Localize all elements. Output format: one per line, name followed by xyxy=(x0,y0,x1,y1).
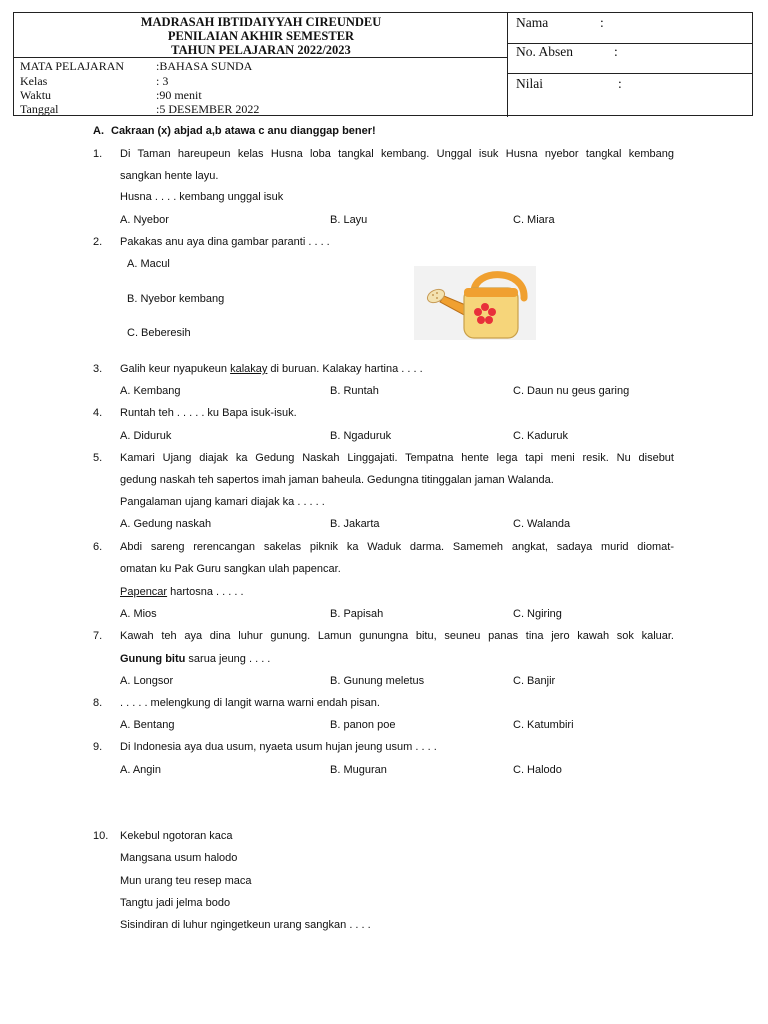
watering-can-image xyxy=(414,266,536,340)
question-text: Gunung bitu sarua jeung . . . . xyxy=(120,653,271,665)
question-text: Di Indonesia aya dua usum, nyaeta usum hujan jeung usum . . . . xyxy=(120,741,437,753)
option-a[interactable]: A. Kembang xyxy=(120,385,181,397)
option-c[interactable]: C. Kaduruk xyxy=(513,430,569,442)
question-number: 6. xyxy=(93,541,103,553)
student-fields xyxy=(508,13,752,117)
question-text: . . . . . melengkung di langit warna warni endah pisan. xyxy=(120,697,380,709)
option-c[interactable]: C. Banjir xyxy=(513,675,556,687)
section-letter: A. xyxy=(93,125,104,137)
question-text: Husna . . . . kembang unggal isuk xyxy=(120,191,284,203)
question-number: 10. xyxy=(93,830,109,842)
option-b[interactable]: B. Papisah xyxy=(330,608,384,620)
option-c[interactable]: C. Halodo xyxy=(513,764,562,776)
question-text: gedung naskah teh sapertos imah jaman baheula. Gedungna titinggalan jaman Walanda. xyxy=(120,474,554,486)
option-c[interactable]: C. Walanda xyxy=(513,518,571,530)
question-text: Galih keur nyapukeun kalakay di buruan. Kalakay hartina . . . . xyxy=(120,363,423,375)
question-text: omatan ku Pak Guru sangkan ulah papencar. xyxy=(120,563,341,575)
option-a[interactable]: A. Longsor xyxy=(120,675,174,687)
question-text: Pangalaman ujang kamari diajak ka . . . . . xyxy=(120,496,325,508)
question-number: 5. xyxy=(93,452,103,464)
question-text: sangkan hente layu. xyxy=(120,170,219,182)
school-name: MADRASAH IBTIDAIYYAH CIREUNDEU xyxy=(140,15,382,29)
option-b[interactable]: B. Layu xyxy=(330,214,368,226)
absen-field[interactable]: No. Absen : xyxy=(508,44,752,74)
option-b[interactable]: B. Muguran xyxy=(330,764,387,776)
exam-header xyxy=(13,12,753,116)
score-field[interactable]: Nilai : xyxy=(516,76,622,91)
question-number: 9. xyxy=(93,741,103,753)
option-c[interactable]: C. Ngiring xyxy=(513,608,562,620)
option-c[interactable]: C. Katumbiri xyxy=(513,719,574,731)
option-a[interactable]: A. Macul xyxy=(127,258,170,270)
school-info-block: MADRASAH IBTIDAIYYAH CIREUNDEU PENILAIAN AKHIR SEMESTER TAHUN PELAJARAN 2022/2023 MATA PELAJARAN :BAHASA SUNDA Kelas : 3 Waktu :90 menit Tanggal :5 DESEMBER 2022 xyxy=(14,13,508,117)
option-b[interactable]: B. Gunung meletus xyxy=(330,675,425,687)
question-number: 3. xyxy=(93,363,103,375)
option-a[interactable]: A. Diduruk xyxy=(120,430,172,442)
question-number: 2. xyxy=(93,236,103,248)
question-text: Papencar hartosna . . . . . xyxy=(120,586,244,598)
school-year: TAHUN PELAJARAN 2022/2023 xyxy=(171,43,351,57)
question-text: Pakakas anu aya dina gambar paranti . . . . xyxy=(120,236,330,248)
question-text: Kamari Ujang diajak ka Gedung Naskah Linggajati. Tempatna hente lega tapi meni resik. Nu disebut xyxy=(120,452,674,464)
poem-line: Kekebul ngotoran kaca xyxy=(120,830,233,842)
option-b[interactable]: B. Nyebor kembang xyxy=(127,293,225,305)
question-text: Runtah teh . . . . . ku Bapa isuk-isuk. xyxy=(120,407,297,419)
option-a[interactable]: A. Mios xyxy=(120,608,157,620)
question-text: Sisindiran di luhur ngingetkeun urang sangkan . . . . xyxy=(120,919,371,931)
section-instruction: Cakraan (x) abjad a,b atawa c anu dianggap bener! xyxy=(111,125,376,137)
header-divider xyxy=(14,57,508,58)
option-a[interactable]: A. Bentang xyxy=(120,719,175,731)
question-text: Kawah teh aya dina luhur gunung. Lamun gunungna bitu, seuneu panas tina jero kawah sok kaluar. xyxy=(120,630,674,642)
option-c[interactable]: C. Miara xyxy=(513,214,555,226)
option-b[interactable]: B. panon poe xyxy=(330,719,396,731)
question-text: Di Taman hareupeun kelas Husna loba tangkal kembang. Unggal isuk Husna nyebor tangkal kembang xyxy=(120,148,674,160)
poem-line: Tangtu jadi jelma bodo xyxy=(120,897,231,909)
question-number: 7. xyxy=(93,630,103,642)
option-a[interactable]: A. Nyebor xyxy=(120,214,169,226)
question-number: 1. xyxy=(93,148,103,160)
question-number: 8. xyxy=(93,697,103,709)
option-b[interactable]: B. Jakarta xyxy=(330,518,380,530)
option-a[interactable]: A. Gedung naskah xyxy=(120,518,212,530)
option-c[interactable]: C. Beberesih xyxy=(127,327,191,339)
poem-line: Mangsana usum halodo xyxy=(120,852,238,864)
question-number: 4. xyxy=(93,407,103,419)
question-text: Abdi sareng rerencangan sakelas piknik ka Waduk darma. Samemeh angkat, sadaya murid diomat- xyxy=(120,541,674,553)
name-field[interactable]: Nama : xyxy=(508,13,752,44)
option-b[interactable]: B. Ngaduruk xyxy=(330,430,392,442)
option-b[interactable]: B. Runtah xyxy=(330,385,379,397)
option-c[interactable]: C. Daun nu geus garing xyxy=(513,385,630,397)
option-a[interactable]: A. Angin xyxy=(120,764,161,776)
poem-line: Mun urang teu resep maca xyxy=(120,875,252,887)
exam-name: PENILAIAN AKHIR SEMESTER xyxy=(167,29,355,43)
